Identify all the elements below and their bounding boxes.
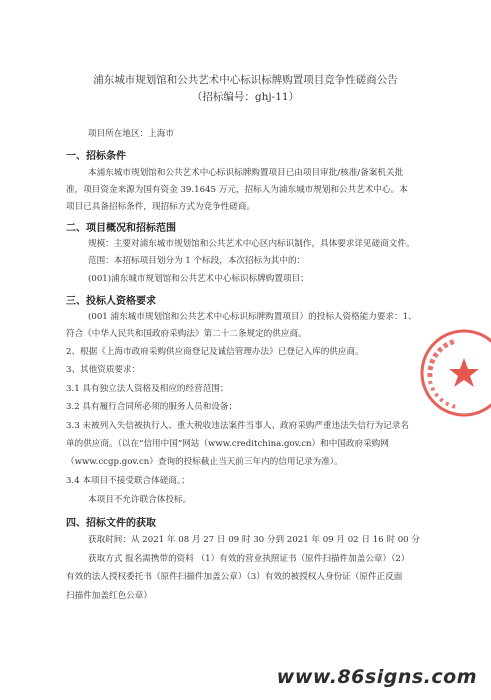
section-1-line: 准，项目资金来源为国有资金 39.1645 万元，招标人为浦东城市规划和公共艺术中心。本: [66, 185, 408, 195]
section-1-line: 本浦东城市规划馆和公共艺术中心标识标牌购置项目已由项目审批/核准/备案机关批: [88, 168, 404, 178]
section-heading-1: 一、招标条件: [66, 151, 126, 162]
site-watermark: www.86signs.com: [276, 666, 477, 688]
section-heading-2: 二、项目概况和招标范围: [66, 223, 176, 234]
section-3-line: 符合《中华人民共和国政府采购法》第二十二条规定的供应商。: [66, 329, 307, 339]
section-3-line: 本项目不允许联合体投标。: [88, 495, 192, 505]
section-2-line: (001)浦东城市规划馆和公共艺术中心标识标牌购置项目；: [88, 274, 309, 284]
section-3-line: 3.3 未被列入失信被执行人、重大税收违法案件当事人、政府采购严重违法失信行为记录名: [66, 421, 409, 431]
section-4-line: 获取方式 报名需携带的资料 （1）有效的营业执照证书（原件扫描件加盖公章）（2）: [88, 554, 410, 564]
section-heading-3: 三、投标人资格要求: [66, 296, 156, 307]
section-4-line: 获取时间：从 2021 年 08 月 27 日 09 时 30 分到 2021 年 09 月 02 日 16 时 00 分: [88, 535, 420, 545]
section-3-line: (001 浦东城市规划馆和公共艺术中心标识标牌购置项目）的投标人资格能力要求：1、: [88, 312, 417, 322]
section-4-line: 有效的法人授权委托书（原件扫描件加盖公章）（3）有效的被授权人身份证（原件正反面: [66, 572, 403, 582]
section-heading-4: 四、招标文件的获取: [66, 518, 156, 529]
section-2-line: 范围：本招标项目划分为 1 个标段，本次招标为其中的：: [88, 256, 306, 266]
section-4-line: 扫描件加盖红色公章）: [66, 591, 152, 601]
section-3-line: 3.1 具有独立法人资格及相应的经营范围；: [66, 384, 229, 394]
document-title: 浦东城市规划馆和公共艺术中心标识标牌购置项目竞争性磋商公告: [93, 74, 398, 86]
section-2-line: 规模：主要对浦东城市规划馆和公共艺术中心区内标识制作，具体要求详见磋商文件。: [88, 239, 415, 249]
section-3-line: （www.ccgp.gov.cn）查询的投标截止当天前三年内的信用记录为准）。: [66, 457, 343, 467]
document-number: （招标编号：ghj-11）: [191, 91, 300, 103]
official-seal-icon: [416, 325, 491, 421]
section-3-line: 3.2 具有履行合同所必须的服务人员和设备；: [66, 402, 238, 412]
section-3-line: 3、其他资质要求：: [66, 365, 141, 375]
project-location: 项目所在地区：上海市: [88, 129, 174, 139]
section-3-line: 3.4 本项目不接受联合体磋商。；: [66, 476, 190, 486]
section-1-line: 项目已具备招标条件，现招标方式为竞争性磋商。: [66, 202, 256, 212]
section-3-line: 2、根据《上海市政府采购供应商登记及诚信管理办法》已登记入库的供应商。: [66, 347, 364, 357]
section-3-line: 单的供应商。（以在“信用中国”网站（www.creditchina.gov.cn）和中国政府采购网: [66, 439, 389, 449]
